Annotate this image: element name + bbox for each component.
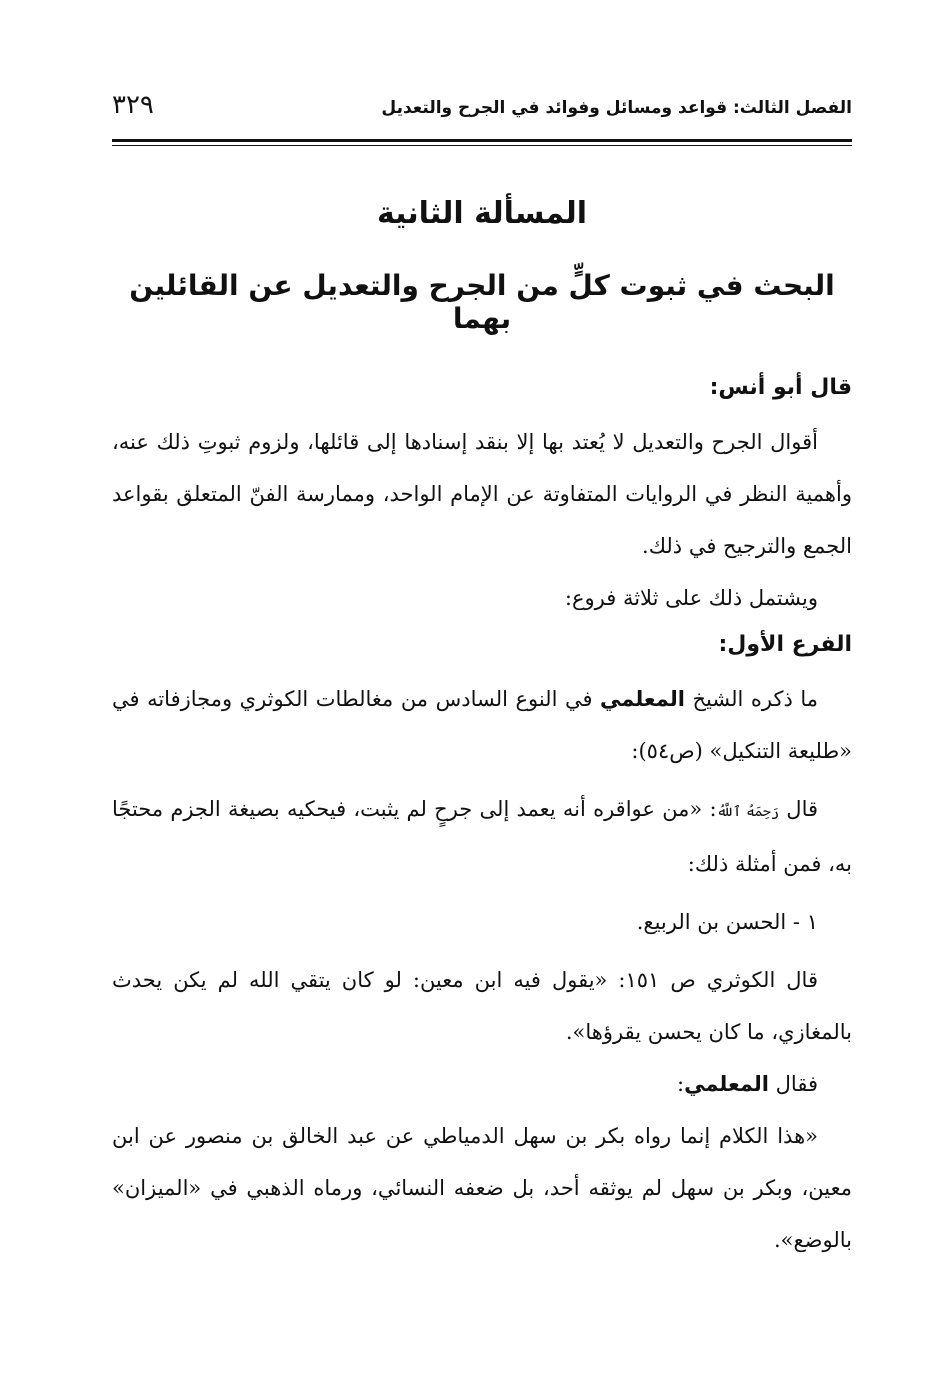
section-heading-first-branch: الفرع الأول:	[718, 632, 852, 657]
paragraph-kawthari: قال الكوثري ص ١٥١: «يقول فيه ابن معين: لو كان يتقي الله لم يكن يحدث بالمغازي، ما كان يحسن يقرؤها».	[112, 968, 852, 1044]
list-item-hasan: ١ - الحسن بن الربيع.	[636, 910, 818, 934]
paragraph-muallimi-reply: «هذا الكلام إنما رواه بكر بن سهل الدمياطي عن عبد الخالق بن منصور عن ابن معين، وبكر بن سهل لم يوثقه أحد، بل ضعفه النسائي، ورماه الذهبي في «الميزان» بالوضع».	[112, 1124, 852, 1252]
paragraph-muallimi-mention	[112, 673, 852, 777]
page-number: ٣٢٩	[112, 90, 154, 120]
text-segment: قال	[779, 797, 819, 821]
section-heading-abu-anas: قال أبو أنس:	[709, 375, 852, 400]
honorific: رَحِمَهُ ٱللَّهُ	[716, 804, 780, 820]
page-content	[112, 190, 852, 1266]
paragraph-muallimi-said	[112, 1058, 852, 1110]
text-segment: :	[677, 1072, 685, 1096]
header-rule-thick	[112, 139, 852, 142]
text-segment: ما ذكره الشيخ	[684, 687, 818, 711]
text-segment: فقال	[769, 1072, 818, 1096]
author-name: المعلمي	[600, 687, 685, 711]
paragraph-branches: ويشتمل ذلك على ثلاثة فروع:	[564, 586, 818, 610]
page-header	[112, 88, 852, 134]
text-segment: في النوع السادس من مغالطات الكوثري ومجازفاته في «طليعة التنكيل» (ص٥٤):	[112, 687, 852, 763]
paragraph-quote-start	[112, 783, 852, 890]
chapter-subtitle: البحث في ثبوت كلٍّ من الجرح والتعديل عن القائلين بهما	[129, 269, 835, 335]
author-name: المعلمي	[684, 1072, 769, 1096]
running-title: الفصل الثالث: قواعد ومسائل وفوائد في الجرح والتعديل	[381, 98, 852, 118]
text-segment: : «من عواقره أنه يعمد إلى جرحٍ لم يثبت، فيحكيه بصيغة الجزم محتجًا به، فمن أمثلة ذلك:	[112, 797, 852, 876]
paragraph-intro: أقوال الجرح والتعديل لا يُعتد بها إلا بنقد إسنادها إلى قائلها، ولزوم ثبوتِ ذلك عنه، وأهمية النظر في الروايات المتفاوتة عن الإمام الواحد، وممارسة الفنّ المتعلق بقواعد الجمع والترجيح في ذلك.	[112, 430, 852, 558]
header-rule-thin	[112, 145, 852, 146]
chapter-title: المسألة الثانية	[376, 196, 588, 231]
